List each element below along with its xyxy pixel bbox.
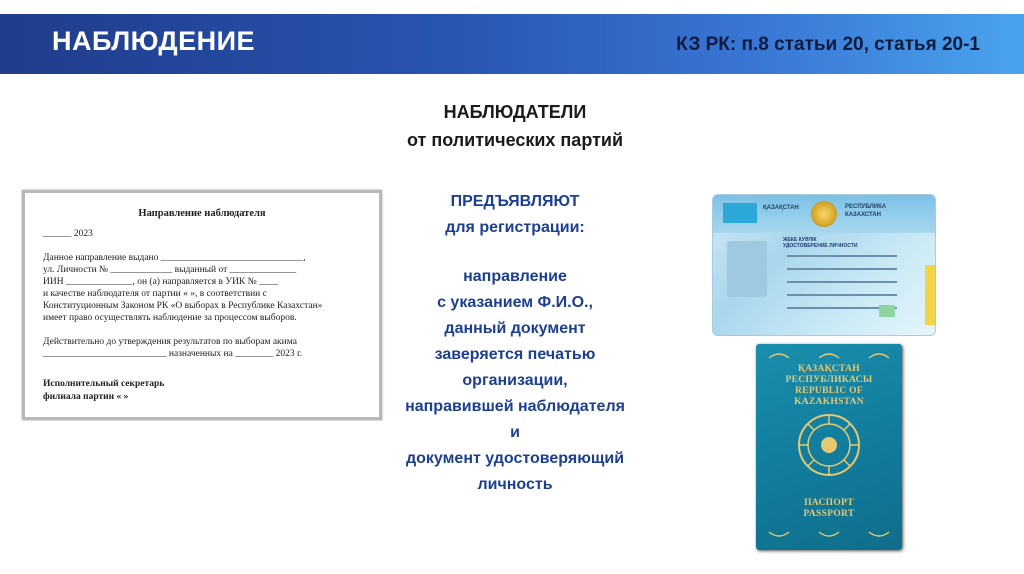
document-title: Направление наблюдателя [138, 208, 266, 219]
present-line-1: ПРЕДЪЯВЛЯЮТ [450, 193, 580, 210]
emblem-icon [811, 201, 837, 227]
id-photo [727, 241, 767, 297]
heading-line-1: НАБЛЮДАТЕЛИ [443, 102, 587, 122]
requirement-line: личность [477, 476, 553, 493]
id-card-right-text-2: КАЗАХСТАН [845, 212, 881, 218]
document-line: ИИН ______________, он (а) направляется в УИК № ____ [43, 277, 279, 287]
passport-line-2: РЕСПУБЛИКАСЫ [785, 375, 873, 385]
observers-heading [330, 98, 700, 154]
slide-title: НАБЛЮДЕНИЕ [52, 26, 256, 56]
passport-line-1: ҚАЗАҚСТАН [798, 364, 860, 374]
document-validity-1: Действительно до утверждения результатов по выборам акима [43, 337, 297, 347]
document-year: ______ 2023 [43, 229, 93, 239]
passport-line-6: PASSPORT [803, 509, 855, 519]
id-card-right-text: РЕСПУБЛИКА [845, 204, 887, 210]
passport-line-5: ПАСПОРТ [804, 498, 854, 508]
passport-image [756, 344, 902, 550]
id-card-left-text: ҚАЗАҚСТАН [763, 205, 799, 211]
present-block [330, 189, 700, 241]
document-line: ул. Личности № _____________ выданный от ______________ [43, 265, 297, 275]
document-line: Конституционным Законом РК «О выборах в Республике Казахстан» [43, 301, 323, 311]
document-signature-2: филиала партии « » [43, 392, 129, 402]
observer-direction-document [22, 190, 382, 420]
document-signature-1: Исполнительный секретарь [43, 379, 165, 389]
id-card-stripe [925, 265, 935, 325]
document-validity-2: __________________________ назначенных на ________ 2023 г. [43, 349, 303, 359]
requirement-line: направление [463, 268, 567, 285]
passport-line-4: KAZAKHSTAN [794, 397, 864, 407]
id-card-title: ЖЕКЕ КУӘЛІК УДОСТОВЕРЕНИЕ ЛИЧНОСТИ [783, 237, 858, 249]
law-reference: КЗ РК: п.8 статьи 20, статья 20-1 [676, 34, 980, 55]
id-card-chip-icon [879, 305, 895, 317]
document-line: имеет право осуществлять наблюдение за процессом выборов. [43, 313, 297, 323]
ornament-icon [764, 350, 894, 360]
requirement-line: с указанием Ф.И.О., [437, 294, 593, 311]
requirement-line: данный документ [444, 320, 586, 337]
requirement-line: документ удостоверяющий [405, 450, 625, 467]
requirement-line: организации, [462, 372, 568, 389]
heading-line-2: от политических партий [406, 130, 624, 150]
requirement-line: и [510, 424, 520, 441]
requirements-list [330, 264, 700, 498]
document-line: Данное направление выдано ______________________________, [43, 253, 306, 263]
state-emblem-icon [796, 412, 862, 478]
requirement-line: заверяется печатью [434, 346, 596, 363]
requirement-line: направившей наблюдателя [405, 398, 625, 415]
flag-icon [723, 203, 757, 223]
present-line-2: для регистрации: [445, 219, 585, 236]
document-line: и качестве наблюдателя от партии « », в соответствии с [43, 289, 267, 299]
header-banner [0, 14, 1024, 74]
passport-line-3: REPUBLIC OF [795, 386, 863, 396]
ornament-icon [764, 530, 894, 540]
id-card-image [712, 194, 936, 336]
